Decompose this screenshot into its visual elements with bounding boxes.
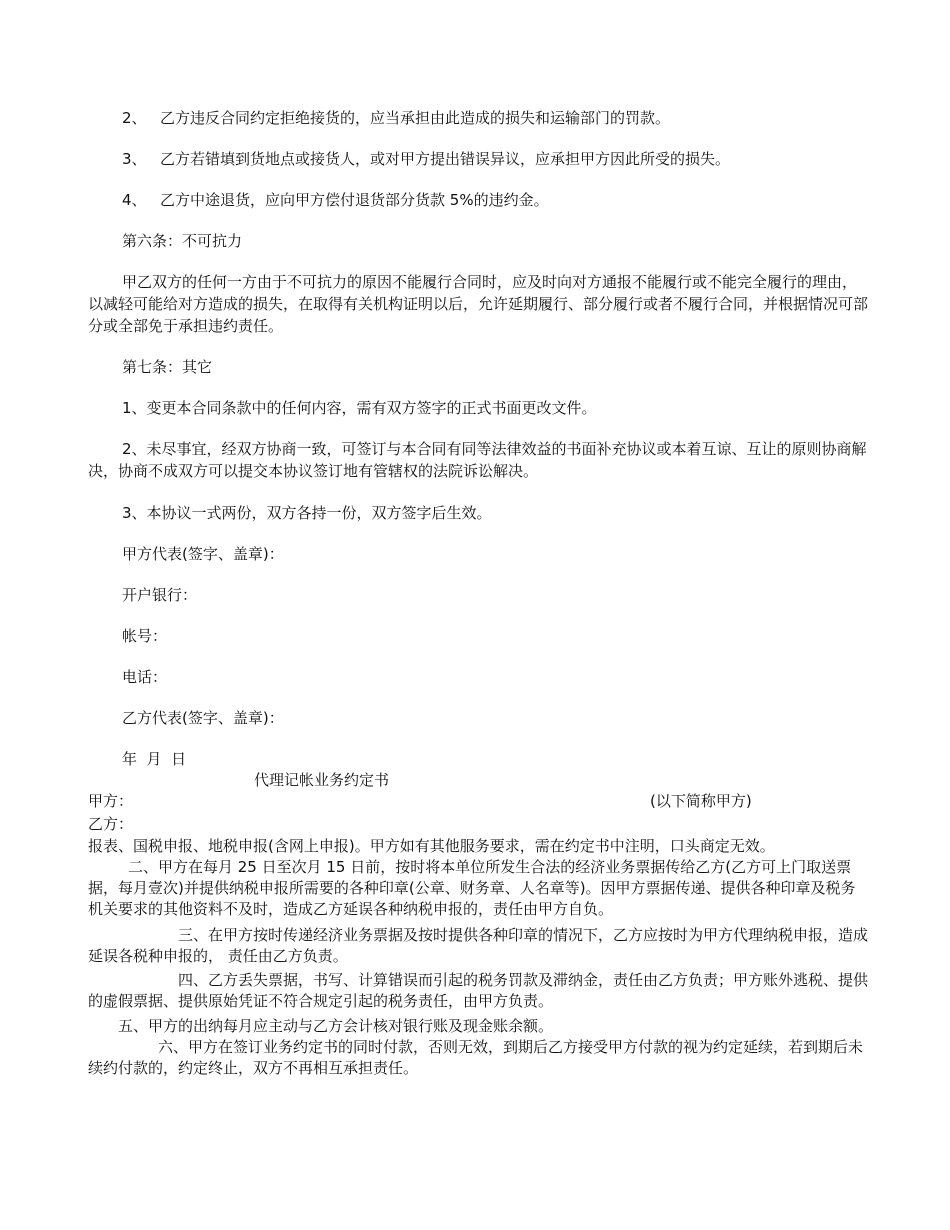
article7-item-1: 1、变更本合同条款中的任何内容，需有双方签字的正式书面更改文件。 <box>122 399 597 417</box>
article6-heading: 第六条：不可抗力 <box>122 232 243 250</box>
clause-four: 四、乙方丢失票据，书写、计算错误而引起的税务罚款及滞纳金，责任由乙方负责；甲方账外逃税、提供的虚假票据、提供原始凭证不符合规定引起的税务责任，由甲方负责。 <box>88 971 869 1010</box>
phone-label: 电话： <box>122 668 168 686</box>
party-a-label: 甲方： <box>88 792 134 810</box>
account-label: 帐号： <box>122 627 168 645</box>
clause-item-4: 4、 乙方中途退货，应向甲方偿付退货部分货款 5%的违约金。 <box>122 191 549 209</box>
clause-six: 六、甲方在签订业务约定书的同时付款，否则无效，到期后乙方接受甲方付款的视为约定延续，若到期后未续约付款的，约定终止，双方不再相互承担责任。 <box>88 1038 864 1077</box>
article7-item-2: 2、未尽事宜，经双方协商一致，可签订与本合同有同等法律效益的书面补充协议或本着互谅、互让的原则协商解决，协商不成双方可以提交本协议签订地有管辖权的法院诉讼解决。 <box>88 440 867 480</box>
party-b-label: 乙方： <box>88 815 134 833</box>
date-line: 年 月 日 <box>122 750 187 768</box>
clause-five: 五、甲方的出纳每月应主动与乙方会计核对银行账及现金账余额。 <box>118 1017 554 1035</box>
article6-body: 甲乙双方的任何一方由于不可抗力的原因不能履行合同时，应及时向对方通报不能履行或不能完全履行的理由，以减轻可能给对方造成的损失，在取得有关机构证明以后，允许延期履行、部分履行或者不履行合同，并根据情况可部分或全部免于承担违约责任。 <box>88 273 869 335</box>
article7-item-3: 3、本协议一式两份，双方各持一份，双方签字后生效。 <box>122 504 492 522</box>
services-line: 报表、国税申报、地税申报(含网上申报)。甲方如有其他服务要求，需在约定书中注明，口头商定无效。 <box>88 837 775 855</box>
clause-item-2: 2、 乙方违反合同约定拒绝接货的，应当承担由此造成的损失和运输部门的罚款。 <box>122 109 671 127</box>
article7-heading: 第七条：其它 <box>122 358 213 376</box>
clause-two: 二、甲方在每月 25 日至次月 15 日前，按时将本单位所发生合法的经济业务票据传给乙方(乙方可上门取送票据，每月壹次)并提供纳税申报所需要的各种印章(公章、财务章、人名章等)。因甲方票据传递、提供各种印章及税务机关要求的其他资料不及时，造成乙方延误各种纳税申报的，责任由甲方自负。 <box>88 858 856 918</box>
clause-three: 三、在甲方按时传递经济业务票据及按时提供各种印章的情况下，乙方应按时为甲方代理纳税申报，造成延误各税种申报的， 责任由乙方负责。 <box>88 926 869 965</box>
party-a-abbreviation: (以下简称甲方) <box>650 792 752 810</box>
bank-label: 开户银行： <box>122 586 198 604</box>
agreement-title: 代理记帐业务约定书 <box>254 771 390 789</box>
party-a-representative: 甲方代表(签字、盖章)： <box>122 545 284 563</box>
clause-item-3: 3、 乙方若错填到货地点或接货人，或对甲方提出错误异议，应承担甲方因此所受的损失。 <box>122 150 731 168</box>
party-b-representative: 乙方代表(签字、盖章)： <box>122 709 284 727</box>
